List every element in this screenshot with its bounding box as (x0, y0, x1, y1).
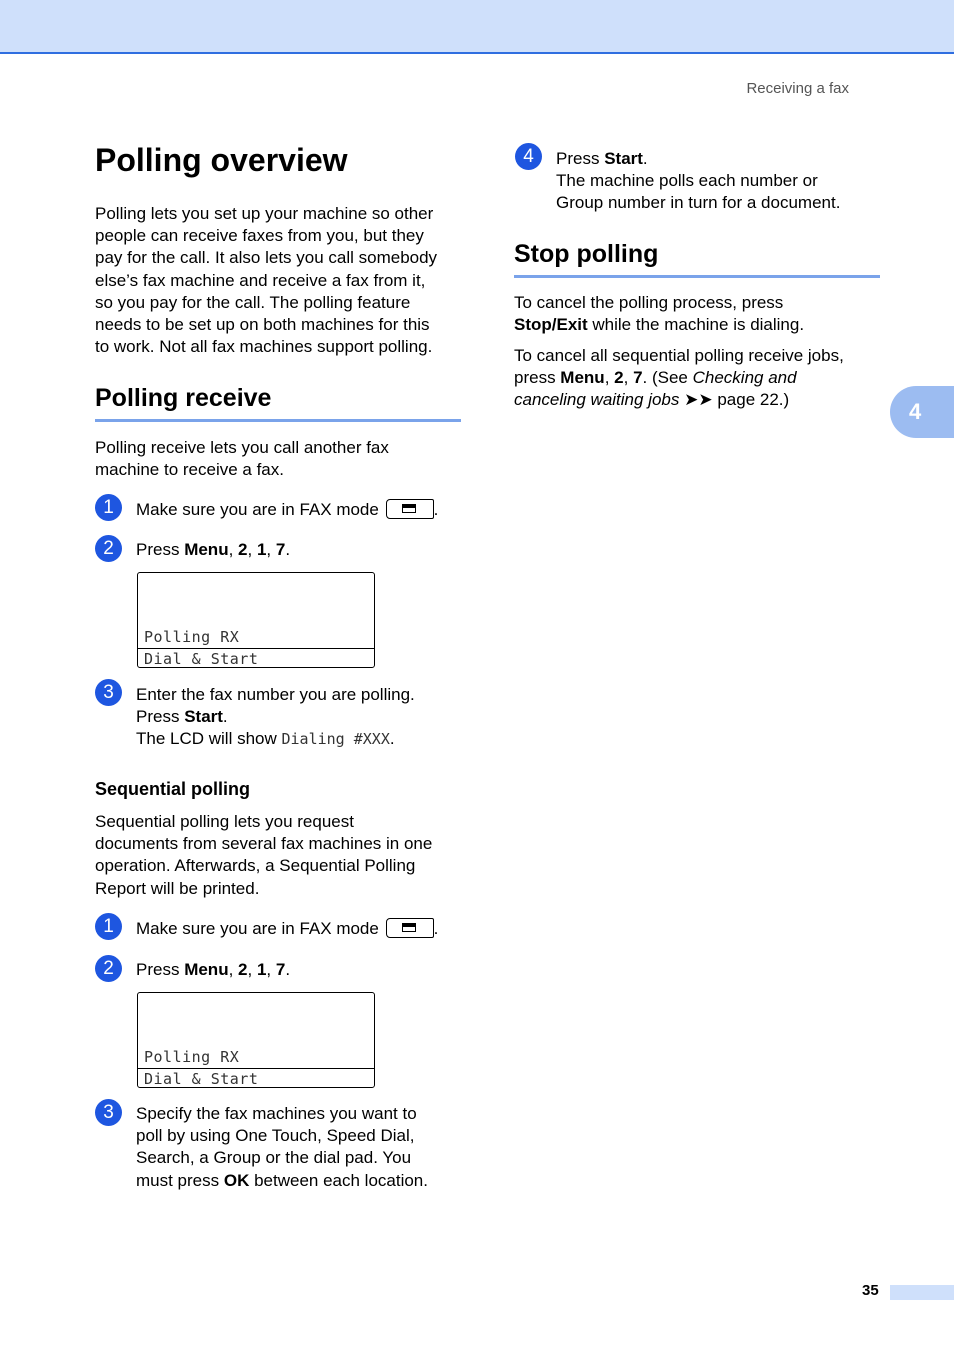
punctuation: . (222, 707, 228, 727)
step-text: Make sure you are in FAX mode (136, 919, 379, 938)
separator: , (247, 960, 257, 979)
punctuation: . (285, 540, 291, 559)
chapter-tab: 4 (890, 386, 954, 438)
text-line (136, 1170, 428, 1192)
overview-paragraph (95, 203, 437, 358)
running-head: Receiving a fax (746, 80, 849, 97)
text-line (136, 706, 415, 728)
step-3-text (136, 684, 415, 751)
step-2-text (136, 539, 290, 561)
punctuation: . (285, 960, 291, 979)
step-text: Press (136, 707, 185, 727)
text-line: documents from several fax machines in one (95, 834, 433, 854)
text-line: poll by using One Touch, Speed Dial, (136, 1126, 415, 1146)
lcd-divider (138, 1068, 374, 1069)
text-line (556, 148, 840, 170)
punctuation: . (433, 919, 439, 938)
text-line: Sequential polling lets you request (95, 812, 354, 831)
step-text: Press (556, 149, 605, 168)
text-line: operation. Afterwards, a Sequential Polling (95, 856, 416, 876)
separator: , (228, 960, 239, 979)
key-2: 2 (614, 368, 624, 388)
punctuation: . (642, 149, 648, 168)
key-stop-exit: Stop/Exit (514, 315, 588, 335)
text-line: The machine polls each number or (556, 171, 818, 191)
key-ok: OK (223, 1170, 250, 1190)
footer-band (890, 1285, 954, 1300)
text-line: Report will be printed. (95, 878, 260, 898)
text-line (136, 728, 415, 750)
text-run: . (See (642, 368, 693, 388)
lcd-message: Dialing #XXX (281, 730, 390, 749)
step-number-3: 3 (95, 1099, 122, 1126)
step-4-text (556, 148, 840, 215)
page-reference[interactable]: page 22.) (717, 390, 790, 410)
section-heading-stop-polling: Stop polling (514, 240, 880, 278)
text-line: to work. Not all fax machines support polling. (95, 337, 433, 357)
key-2: 2 (238, 540, 248, 559)
text-line: needs to be set up on both machines for this (95, 315, 430, 335)
lcd-line-1: Polling RX (144, 1048, 240, 1066)
step-text: Make sure you are in FAX mode (136, 500, 379, 519)
step-2-text (136, 959, 290, 981)
cross-reference[interactable]: canceling waiting jobs (514, 390, 680, 410)
text-line: else’s fax machine and receive a fax from it, (95, 270, 426, 290)
lcd-display (137, 572, 375, 668)
text-line: Specify the fax machines you want to (136, 1104, 417, 1123)
key-7: 7 (275, 960, 286, 979)
fax-mode-icon (386, 499, 434, 519)
lcd-line-1: Polling RX (144, 628, 240, 646)
text-line: people can receive faxes from you, but they (95, 226, 424, 246)
step-1-text (136, 499, 438, 521)
text-line: Polling receive lets you call another fax (95, 438, 389, 457)
separator: , (266, 960, 276, 979)
step-number-2: 2 (95, 955, 122, 982)
subheading-sequential-polling: Sequential polling (95, 779, 251, 799)
lcd-divider (138, 648, 374, 649)
section-heading-polling-receive: Polling receive (95, 384, 461, 422)
step-text: between each location. (249, 1170, 428, 1190)
step-number-1: 1 (95, 913, 122, 940)
punctuation: . (389, 729, 395, 749)
lcd-line-2: Dial & Start (144, 1070, 259, 1088)
key-start: Start (184, 707, 223, 727)
key-7: 7 (633, 368, 643, 388)
text-line (514, 389, 844, 411)
step-number-2: 2 (95, 535, 122, 562)
stop-polling-paragraph-1 (514, 292, 804, 336)
key-7: 7 (275, 540, 286, 559)
text-line: Polling lets you set up your machine so other (95, 204, 434, 223)
double-arrow-icon: ➤➤ (679, 390, 718, 410)
text-line: Group number in turn for a document. (556, 193, 841, 213)
step-3-text (136, 1103, 428, 1192)
cross-reference[interactable]: Checking and (692, 368, 797, 388)
text-line (514, 367, 844, 389)
key-1: 1 (256, 540, 267, 559)
text-line: machine to receive a fax. (95, 460, 284, 480)
text-line: To cancel the polling process, press (514, 293, 784, 312)
text-run: press (514, 368, 561, 388)
step-text: must press (136, 1170, 224, 1190)
text-line: Search, a Group or the dial pad. You (136, 1148, 412, 1168)
text-line: pay for the call. It also lets you call somebody (95, 248, 438, 268)
text-line (514, 314, 804, 336)
separator: , (623, 368, 634, 388)
key-menu: Menu (184, 960, 229, 979)
step-number-4: 4 (515, 143, 542, 170)
text-line: so you pay for the call. The polling feature (95, 292, 411, 312)
step-1-text (136, 918, 438, 940)
text-line: To cancel all sequential polling receive jobs, (514, 346, 844, 365)
key-2: 2 (238, 960, 248, 979)
separator: , (247, 540, 257, 559)
key-menu: Menu (560, 368, 605, 388)
header-band (0, 0, 954, 54)
step-text: The LCD will show (136, 729, 282, 749)
step-number-3: 3 (95, 679, 122, 706)
text-run: while the machine is dialing. (587, 315, 805, 335)
text-line: Enter the fax number you are polling. (136, 685, 415, 704)
separator: , (228, 540, 239, 559)
key-menu: Menu (184, 540, 229, 559)
fax-mode-icon (386, 918, 434, 938)
step-text: Press (136, 540, 185, 559)
step-number-1: 1 (95, 494, 122, 521)
polling-receive-intro (95, 437, 389, 481)
separator: , (266, 540, 276, 559)
lcd-display (137, 992, 375, 1088)
stop-polling-paragraph-2 (514, 345, 844, 412)
page-title: Polling overview (95, 142, 348, 178)
page-number: 35 (862, 1282, 879, 1299)
step-text: Press (136, 960, 185, 979)
key-1: 1 (256, 960, 267, 979)
lcd-line-2: Dial & Start (144, 650, 259, 668)
sequential-intro (95, 811, 432, 900)
key-start: Start (604, 149, 643, 168)
separator: , (604, 368, 615, 388)
punctuation: . (433, 500, 439, 519)
